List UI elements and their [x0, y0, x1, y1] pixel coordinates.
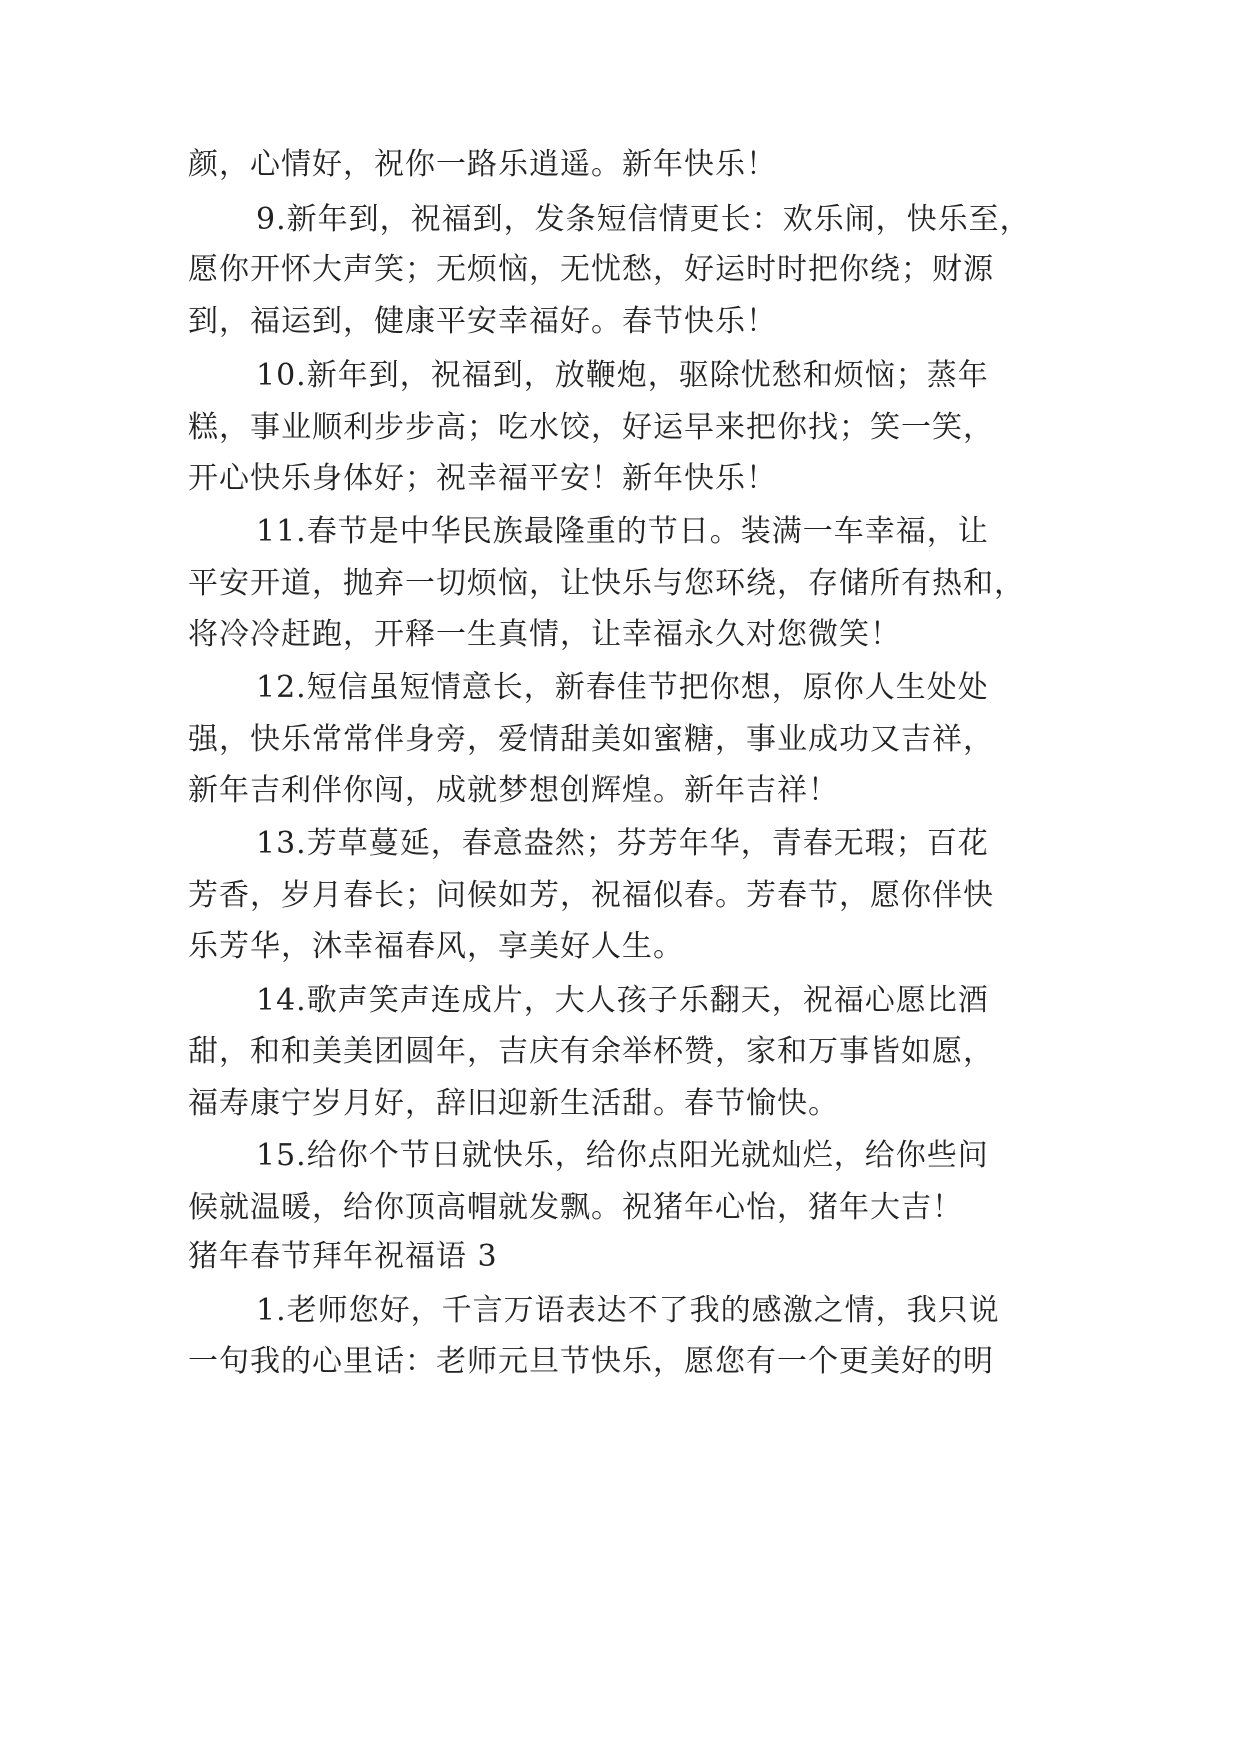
paragraph-15-start: 15.给你个节日就快乐，给你点阳光就灿烂，给你些问 — [256, 1138, 989, 1173]
text-line: 颜，心情好，祝你一路乐逍遥。新年快乐！ — [188, 147, 777, 182]
text-line: 新年吉利伴你闯，成就梦想创辉煌。新年吉祥！ — [188, 773, 839, 808]
text-line: 将冷冷赶跑，开释一生真情，让幸福永久对您微笑！ — [188, 617, 901, 652]
paragraph-9-start: 9.新年到，祝福到，发条短信情更长：欢乐闹，快乐至， — [256, 202, 1031, 237]
text-line: 乐芳华，沐幸福春风，享美好人生。 — [188, 929, 684, 964]
paragraph-13-start: 13.芳草蔓延，春意盎然；芬芳年华，青春无瑕；百花 — [256, 826, 989, 861]
text-line: 愿你开怀大声笑；无烦恼，无忧愁，好运时时把你绕；财源 — [188, 252, 994, 287]
text-line: 一句我的心里话：老师元旦节快乐，愿您有一个更美好的明 — [188, 1344, 994, 1379]
text-line: 甜，和和美美团圆年，吉庆有余举杯赞，家和万事皆如愿， — [188, 1034, 994, 1069]
text-line: 糕，事业顺利步步高；吃水饺，好运早来把你找；笑一笑， — [188, 410, 994, 445]
section-heading: 猪年春节拜年祝福语 3 — [188, 1239, 498, 1274]
paragraph-10-start: 10.新年到，祝福到，放鞭炮，驱除忧愁和烦恼；蒸年 — [256, 358, 989, 393]
paragraph-1-start: 1.老师您好，千言万语表达不了我的感激之情，我只说 — [256, 1293, 1000, 1328]
text-line: 强，快乐常常伴身旁，爱情甜美如蜜糖，事业成功又吉祥， — [188, 722, 994, 757]
text-line: 福寿康宁岁月好，辞旧迎新生活甜。春节愉快。 — [188, 1086, 839, 1121]
text-line: 开心快乐身体好；祝幸福平安！新年快乐！ — [188, 461, 777, 496]
paragraph-12-start: 12.短信虽短情意长，新春佳节把你想，原你人生处处 — [256, 670, 989, 705]
paragraph-14-start: 14.歌声笑声连成片，大人孩子乐翻天，祝福心愿比酒 — [256, 983, 989, 1018]
text-line: 平安开道，抛弃一切烦恼，让快乐与您环绕，存储所有热和， — [188, 566, 1025, 601]
text-line: 到，福运到，健康平安幸福好。春节快乐！ — [188, 304, 777, 339]
paragraph-11-start: 11.春节是中华民族最隆重的节日。装满一车幸福，让 — [256, 514, 989, 549]
text-line: 候就温暖，给你顶高帽就发飘。祝猪年心怡，猪年大吉！ — [188, 1190, 963, 1225]
text-line: 芳香，岁月春长；问候如芳，祝福似春。芳春节，愿你伴快 — [188, 878, 994, 913]
